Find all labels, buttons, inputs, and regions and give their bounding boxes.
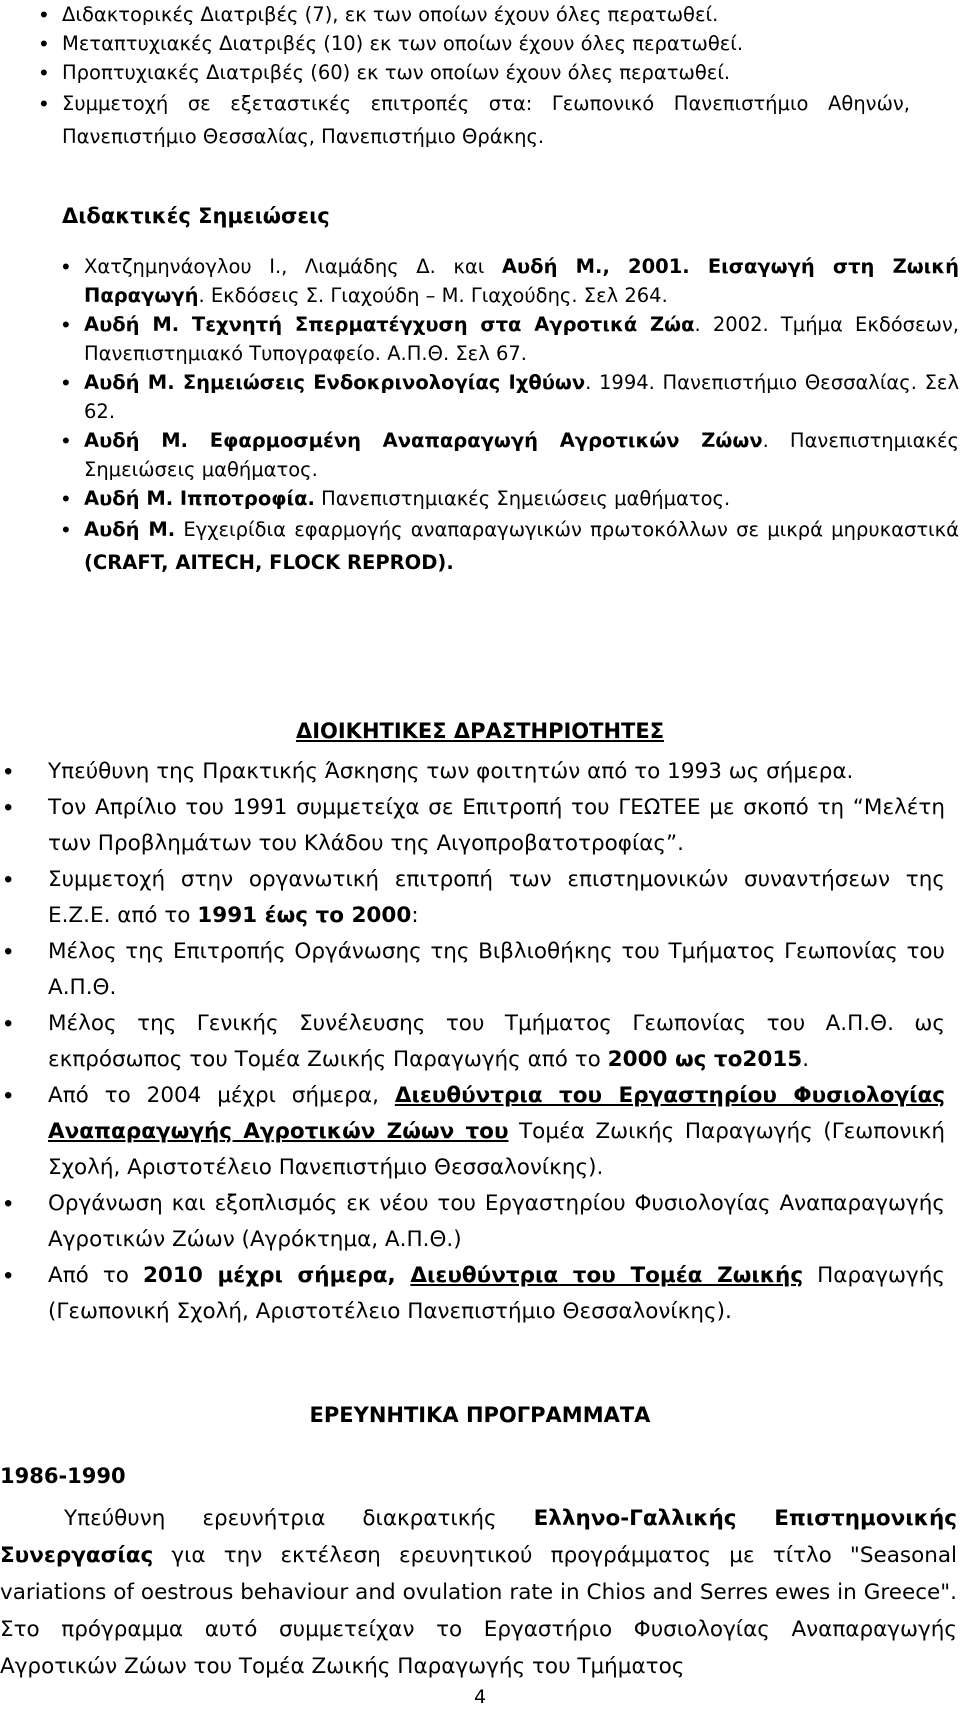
list-item <box>84 426 959 484</box>
list-item <box>62 87 910 153</box>
program-name: Ελληνο-Γαλλικής Επιστημονικής Συνεργασίας <box>0 1506 957 1568</box>
list-item-text: Μεταπτυχιακές Διατριβές (10) εκ των οποίων έχουν όλες περατωθεί. <box>62 32 744 55</box>
text: Πανεπιστημιακές Σημειώσεις μαθήματος. <box>314 487 731 510</box>
research-years: 1986-1990 <box>0 1464 126 1488</box>
text: . 2002. Τμήμα Εκδόσεων, Πανεπιστημιακό Τυπογραφείο. Α.Π.Θ. Σελ 67. <box>84 313 959 365</box>
list-item <box>84 252 959 310</box>
period: 1991 έως το 2000 <box>197 903 412 928</box>
list-item <box>84 310 959 368</box>
list-item <box>48 862 945 934</box>
text: Από το 2004 μέχρι σήμερα, <box>48 1083 395 1108</box>
list-item <box>48 1186 945 1258</box>
list-item <box>62 58 910 87</box>
text: . <box>802 1047 810 1072</box>
list-item <box>62 0 910 29</box>
list-item-text: Διδακτορικές Διατριβές (7), εκ των οποίων έχουν όλες περατωθεί. <box>62 3 719 26</box>
title: Αυδή Μ. Ιπποτροφία. <box>84 487 315 510</box>
list-item <box>62 29 910 58</box>
title: Αυδή Μ. Τεχνητή Σπερματέγχυση στα Αγροτικά Ζώα <box>84 313 695 336</box>
list-item <box>48 754 945 790</box>
period: 2000 ως το2015 <box>607 1047 803 1072</box>
role: Διευθύντρια του Τομέα Ζωικής <box>410 1263 804 1288</box>
text: για την εκτέλεση ερευνητικού προγράμματος με τίτλο "Seasonal variations of oestrous behaviour and ovulation rate in Chios and Serres ewes in Greece". Στο πρόγραμμα αυτό συμμετείχαν το Εργαστήριο Φυσιολογίας Αναπαραγωγής Αγροτικών Ζώων του Τομέα Ζωικής Παραγωγής του Τμήματος <box>0 1543 957 1679</box>
section-title-admin: ΔΙΟΙΚΗΤΙΚΕΣ ΔΡΑΣΤΗΡΙΟΤΗΤΕΣ <box>295 719 665 743</box>
text: . 1994. Πανεπιστήμιο Θεσσαλίας. Σελ 62. <box>84 371 959 423</box>
text: Υπεύθυνη ερευνήτρια διακρατικής <box>64 1506 534 1531</box>
list-item <box>84 513 959 579</box>
section-title-teaching-notes: Διδακτικές Σημειώσεις <box>62 204 330 228</box>
title: Αυδή Μ. Εφαρμοσμένη Αναπαραγωγή Αγροτικών Ζώων <box>84 429 763 452</box>
title: Εισαγωγή στη Ζωική Παραγωγή <box>84 255 959 307</box>
period: 2010 μέχρι σήμερα, <box>142 1263 411 1288</box>
text: Εγχειρίδια εφαρμογής αναπαραγωγικών πρωτοκόλλων σε μικρά μηρυκαστικά <box>175 518 960 541</box>
list-item <box>48 1258 945 1330</box>
text: Οργάνωση και εξοπλισμός εκ νέου του Εργαστηρίου Φυσιολογίας Αναπαραγωγής Αγροτικών Ζώων (Αγρόκτημα, Α.Π.Θ.) <box>48 1191 945 1252</box>
text: Τομέα Ζωικής Παραγωγής (Γεωπονική Σχολή, Αριστοτέλειο Πανεπιστήμιο Θεσσαλονίκης). <box>48 1119 945 1180</box>
list-item <box>84 368 959 426</box>
text: . Εκδόσεις Σ. Γιαχούδη – Μ. Γιαχούδης. Σελ 264. <box>198 284 668 307</box>
teaching-list <box>62 0 910 153</box>
list-item-text: Συμμετοχή σε εξεταστικές επιτροπές στα: Γεωπονικό Πανεπιστήμιο Αθηνών, Πανεπιστήμιο Θεσσαλίας, Πανεπιστήμιο Θράκης. <box>62 92 910 148</box>
text: Από το <box>48 1263 143 1288</box>
page-number: 4 <box>473 1686 487 1708</box>
title: Αυδή Μ. Σημειώσεις Ενδοκρινολογίας Ιχθύων <box>84 371 586 394</box>
text: Παραγωγής (Γεωπονική Σχολή, Αριστοτέλειο Πανεπιστήμιο Θεσσαλονίκης). <box>48 1263 945 1324</box>
text: Υπεύθυνη της Πρακτικής Άσκησης των φοιτητών από το 1993 ως σήμερα. <box>48 759 854 784</box>
list-item <box>48 1006 945 1078</box>
list-item <box>84 484 959 513</box>
text: Μέλος της Επιτροπής Οργάνωσης της Βιβλιοθήκης του Τμήματος Γεωπονίας του Α.Π.Θ. <box>48 939 945 1000</box>
year: , 2001. <box>602 255 708 278</box>
author: Αυδή Μ. <box>84 518 176 541</box>
research-paragraph <box>0 1500 957 1685</box>
list-item <box>48 934 945 1006</box>
list-item-text: Προπτυχιακές Διατριβές (60) εκ των οποίων έχουν όλες περατωθεί. <box>62 61 731 84</box>
text: Μέλος της Γενικής Συνέλευσης του Τμήματος Γεωπονίας του Α.Π.Θ. ως εκπρόσωπος του Τομέα Ζωικής Παραγωγής από το <box>48 1011 945 1072</box>
list-item <box>48 1078 945 1186</box>
teaching-notes-list <box>84 252 959 579</box>
admin-activities-list <box>48 754 945 1330</box>
role: Διευθύντρια του Εργαστηρίου Φυσιολογίας Αναπαραγωγής Αγροτικών Ζώων του <box>48 1083 945 1144</box>
list-item <box>48 790 945 862</box>
text: Τον Απρίλιο του 1991 συμμετείχα σε Επιτροπή του ΓΕΩΤΕΕ με σκοπό τη “Μελέτη των Προβλημάτων του Κλάδου της Αιγοπροβατοτροφίας”. <box>48 795 945 856</box>
section-title-research: ΕΡΕΥΝΗΤΙΚΑ ΠΡΟΓΡΑΜΜΑΤΑ <box>309 1403 651 1427</box>
text: : <box>411 903 419 928</box>
text: . Πανεπιστημιακές Σημειώσεις μαθήματος. <box>84 429 960 481</box>
text: Συμμετοχή στην οργανωτική επιτροπή των επιστημονικών συναντήσεων της Ε.Ζ.Ε. από το <box>48 867 945 928</box>
text: Χατζημηνάογλου Ι., Λιαμάδης Δ. και <box>84 255 502 278</box>
title: (CRAFT, AITECH, FLOCK REPROD). <box>84 551 454 574</box>
author: Αυδή Μ. <box>501 255 603 278</box>
